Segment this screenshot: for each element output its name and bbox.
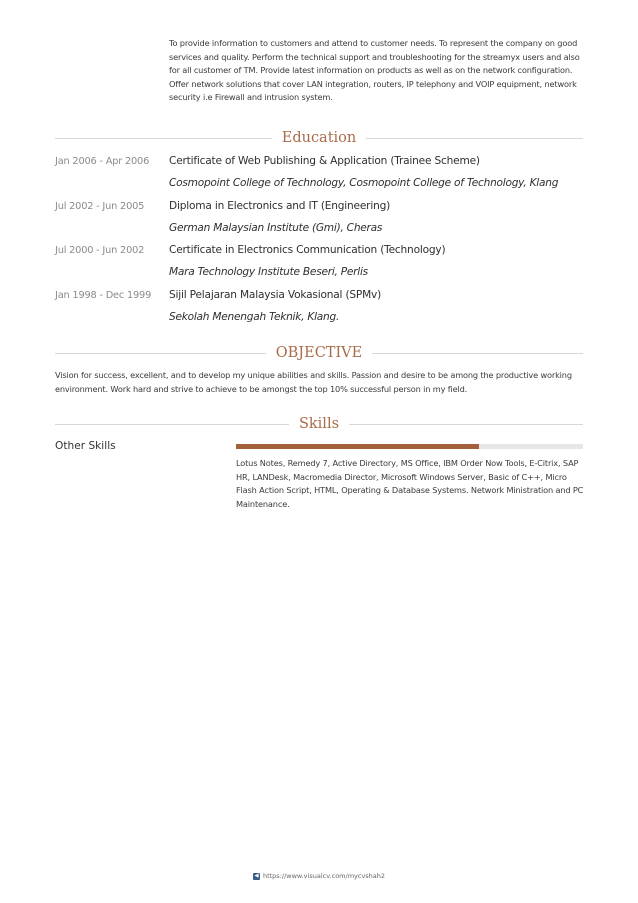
experience-description: To provide information to customers and attend to customer needs. To represent the company on good services and quality. Perform the technical support and troubleshooting for the streamyx users and also for all customer of TM. Provide latest information on products as well as on the network configuration. Offer network solutions that cover LAN integration, routers, IP telephony and VOIP equipment, network security i.e Firewall and intrusion system. [169, 38, 580, 103]
visualcv-logo-icon: ◀ [254, 872, 259, 879]
skill-description: Lotus Notes, Remedy 7, Active Directory, MS Office, IBM Order Now Tools, E-Citrix, SAP HR, LANDesk, Macromedia Director, Microsoft Windows Server, Basic of C++, Micro Flash Action Script, HTML, Operating & Database Systems. Network Ministration and PC Maintenance. [236, 458, 584, 509]
skills-title: Skills [289, 416, 349, 432]
education-school: Sekolah Menengah Teknik, Klang. [169, 311, 340, 323]
education-degree: Sijil Pelajaran Malaysia Vokasional (SPMv) [169, 289, 382, 301]
education-date: Jan 2006 - Apr 2006 [55, 156, 150, 167]
education-school: Cosmopoint College of Technology, Cosmopoint College of Technology, Klang [169, 177, 559, 189]
skills-section-header [55, 414, 583, 434]
objective-title: OBJECTIVE [266, 345, 373, 361]
education-date: Jan 1998 - Dec 1999 [55, 290, 152, 301]
skill-label: Other Skills [55, 440, 116, 452]
skill-bar-fill [236, 444, 479, 449]
education-section-header [55, 128, 583, 148]
footer [0, 872, 638, 880]
education-degree: Certificate in Electronics Communication (Technology) [169, 244, 446, 256]
skill-level-bar [236, 444, 583, 449]
education-degree: Certificate of Web Publishing & Application (Trainee Scheme) [169, 155, 480, 167]
objective-section-header [55, 343, 583, 363]
education-degree: Diploma in Electronics and IT (Engineering) [169, 200, 391, 212]
objective-text: Vision for success, excellent, and to develop my unique abilities and skills. Passion and desire to be among the productive working environment. Work hard and strive to achieve to be amongst the top 10% successful person in my field. [55, 370, 572, 394]
education-title: Education [272, 130, 367, 146]
profile-url-link[interactable]: https://www.visualcv.com/mycvshah2 [262, 872, 386, 880]
education-date: Jul 2002 - Jun 2005 [55, 201, 145, 212]
education-school: Mara Technology Institute Beseri, Perlis [169, 266, 368, 278]
education-school: German Malaysian Institute (Gmi), Cheras [169, 222, 383, 234]
education-date: Jul 2000 - Jun 2002 [55, 245, 145, 256]
